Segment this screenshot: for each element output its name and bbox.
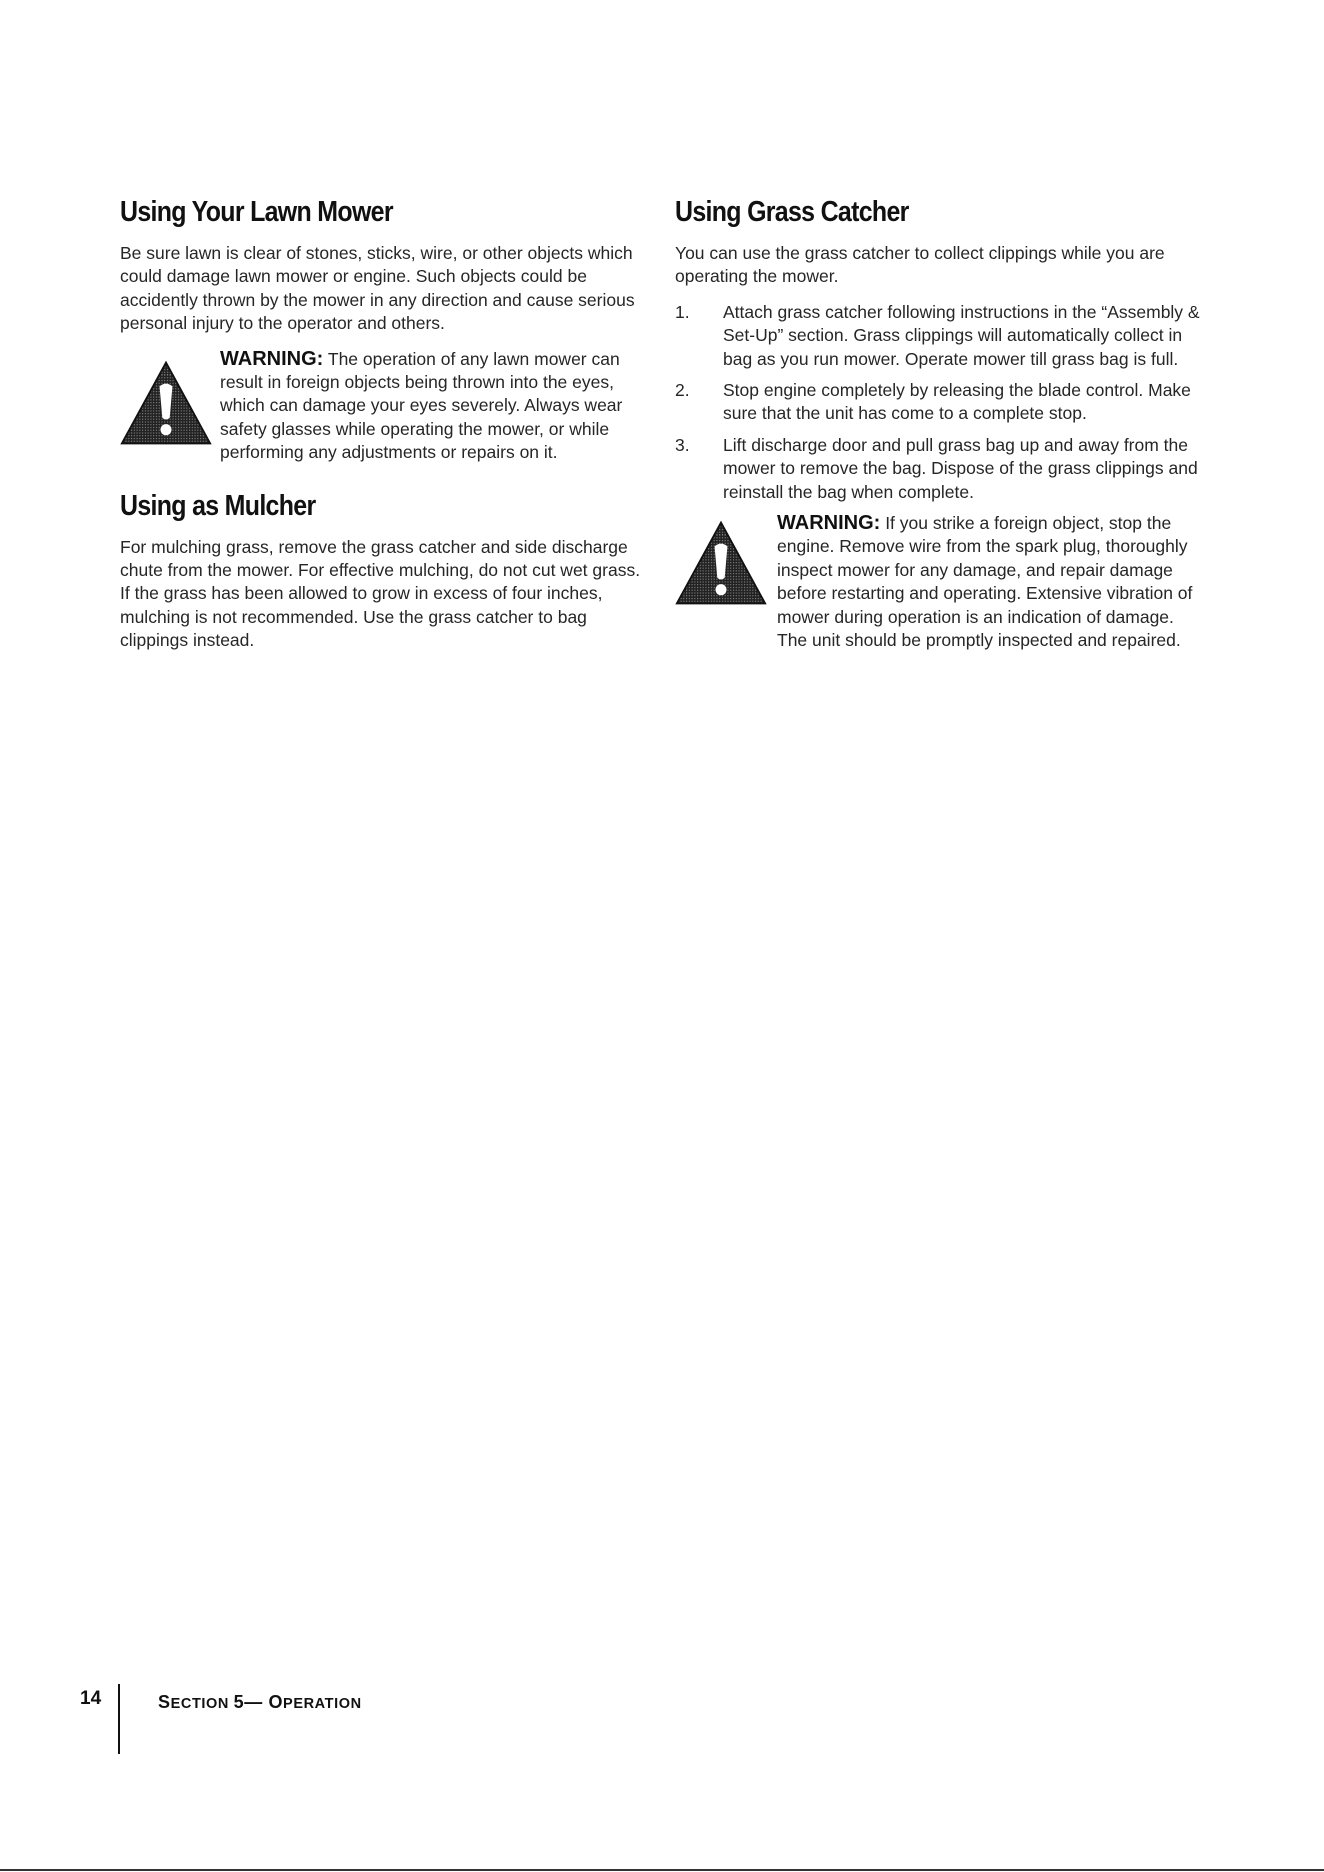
warning-triangle-icon bbox=[120, 360, 220, 452]
left-column bbox=[120, 195, 650, 653]
foreign-object-warning-block bbox=[675, 512, 1205, 652]
grass-catcher-steps bbox=[675, 301, 1205, 504]
list-item bbox=[675, 434, 1205, 504]
warning-label: WARNING: bbox=[777, 512, 881, 535]
step-number: 2. bbox=[675, 380, 690, 401]
heading-using-lawn-mower: Using Your Lawn Mower bbox=[120, 196, 393, 228]
foreign-object-warning-text bbox=[777, 512, 1205, 652]
grass-catcher-intro: You can use the grass catcher to collect clippings while you are operating the mower. bbox=[675, 243, 1165, 287]
right-column bbox=[675, 195, 1205, 661]
step-number: 3. bbox=[675, 434, 690, 455]
heading-using-grass-catcher: Using Grass Catcher bbox=[675, 196, 909, 228]
eye-warning-text bbox=[220, 348, 650, 465]
step-text: Lift discharge door and pull grass bag up and away from the mower to remove the bag. Dispose of the grass clippings and reinstall the bag when complete. bbox=[723, 434, 1198, 502]
step-text: Stop engine completely by releasing the blade control. Make sure that the unit has come to a complete stop. bbox=[723, 380, 1191, 424]
footer-divider bbox=[118, 1684, 120, 1754]
list-item bbox=[675, 301, 1205, 371]
list-item bbox=[675, 379, 1205, 426]
step-text: Attach grass catcher following instructions in the “Assembly & Set-Up” section. Grass clippings will automatically collect in bag as you run mower. Operate mower till grass bag is full. bbox=[723, 301, 1200, 369]
mulcher-paragraph: For mulching grass, remove the grass catcher and side discharge chute from the mower. For effective mulching, do not cut wet grass. If the grass has been allowed to grow in excess of four inches, mulching is not recommended. Use the grass catcher to bag clippings instead. bbox=[120, 536, 641, 651]
page-number: 14 bbox=[80, 1688, 102, 1709]
warning-triangle-icon bbox=[675, 520, 777, 612]
lawn-mower-paragraph: Be sure lawn is clear of stones, sticks, wire, or other objects which could damage lawn mower or engine. Such objects could be accidently thrown by the mower in any direction and cause serious personal injury to the operator and others. bbox=[120, 243, 635, 334]
step-number: 1. bbox=[675, 301, 690, 322]
warning-body: The operation of any lawn mower can result in foreign objects being thrown into the eyes, which can damage your eyes severely. Always wear safety glasses while operating the mower, or while performing any adjustments or repairs on it. bbox=[220, 348, 623, 463]
heading-using-as-mulcher: Using as Mulcher bbox=[120, 489, 316, 522]
eye-warning-block bbox=[120, 348, 650, 465]
bottom-edge-rule bbox=[0, 1869, 1324, 1871]
warning-label: WARNING: bbox=[220, 347, 324, 370]
section-label: SECTION 5— OPERATION bbox=[158, 1692, 362, 1712]
warning-body: If you strike a foreign object, stop the engine. Remove wire from the spark plug, thoroughly inspect mower for any damage, and repair damage before restarting and operating. Extensive vibration of mower during operation is an indication of damage. The unit should be promptly inspected and repaired. bbox=[777, 513, 1193, 651]
